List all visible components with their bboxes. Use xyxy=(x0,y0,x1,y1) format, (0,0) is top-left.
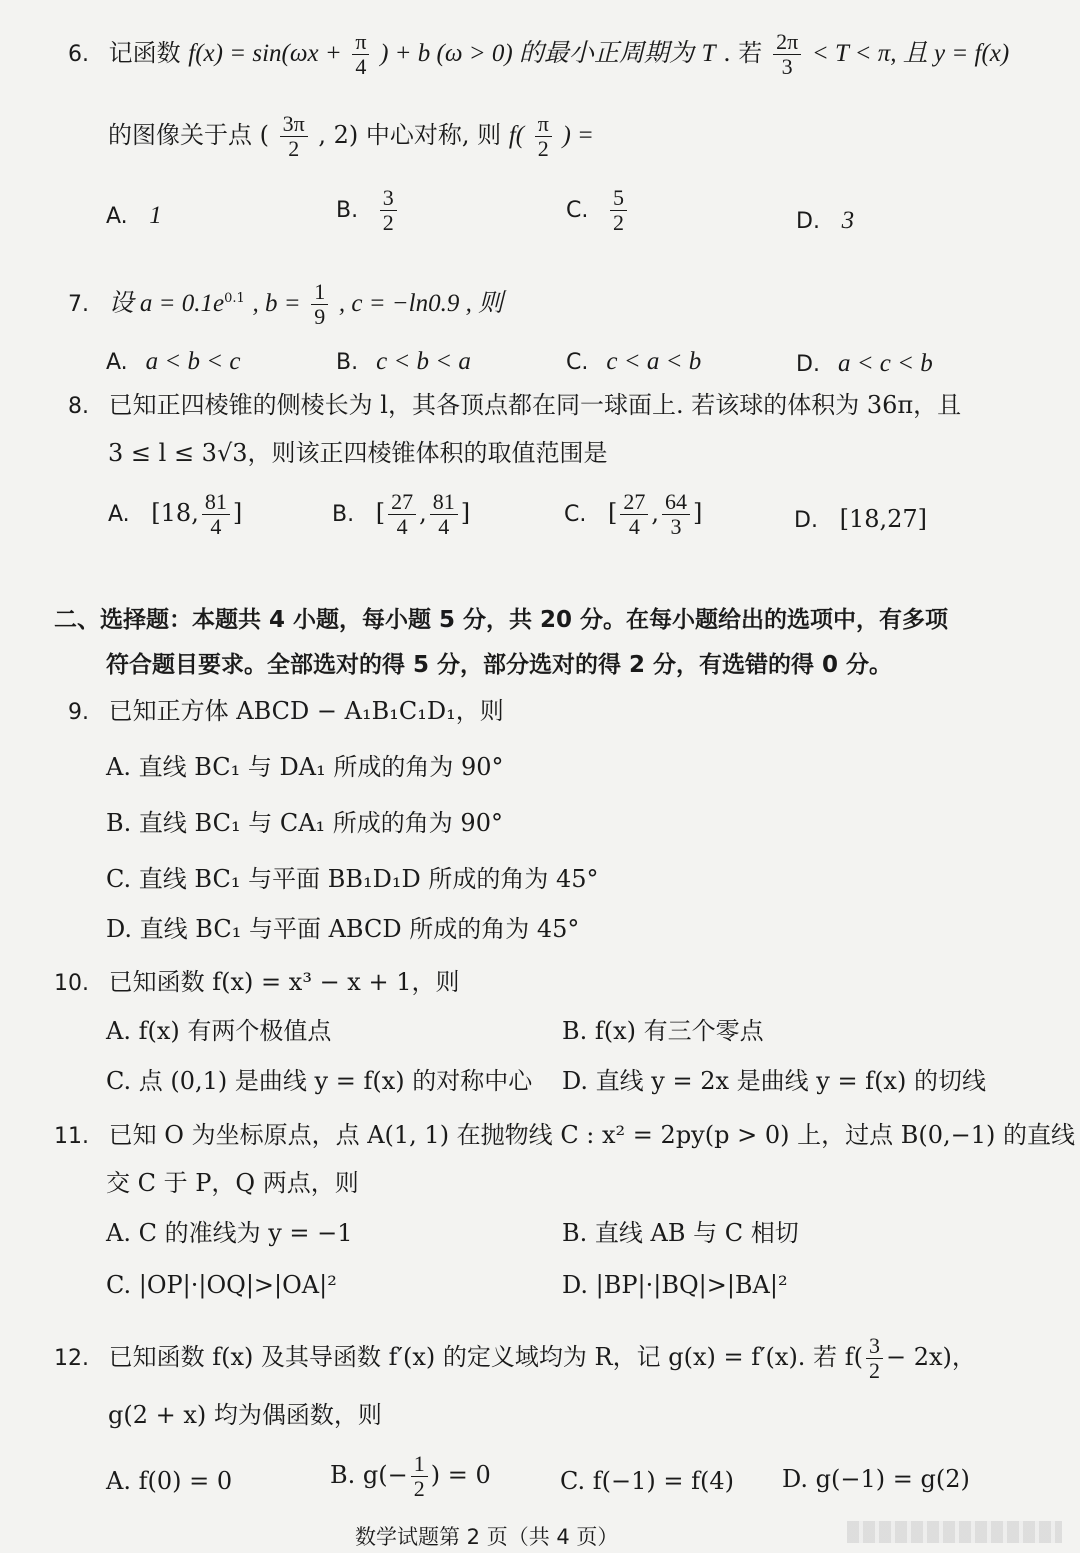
q8-option-a xyxy=(108,490,242,539)
q10-option-b: B. f(x) 有三个零点 xyxy=(562,1017,764,1045)
q6-option-c xyxy=(566,186,630,235)
q7-option-d xyxy=(796,348,933,380)
frac-den: 9 xyxy=(314,304,326,329)
q6-frac-3pi2 xyxy=(280,112,308,161)
frac-den: 2 xyxy=(382,210,394,235)
option-label: B. xyxy=(332,502,355,527)
option-text: [ xyxy=(375,499,386,527)
option-frac xyxy=(380,186,397,235)
option-frac xyxy=(620,490,648,539)
frac-num: π xyxy=(535,112,552,137)
frac-den: 2 xyxy=(868,1358,880,1383)
q6-line2-d: ) = xyxy=(562,122,594,149)
option-frac xyxy=(430,490,458,539)
q8-option-b xyxy=(332,490,470,539)
frac-num: 3 xyxy=(380,186,397,211)
frac-num: 1 xyxy=(311,280,328,305)
option-text: ] xyxy=(460,499,471,527)
option-frac xyxy=(662,490,690,539)
q11-option-d: D. |BP|·|BQ|>|BA|² xyxy=(562,1271,788,1299)
q7-number: 7. xyxy=(68,292,89,317)
q8-line2 xyxy=(108,438,608,468)
frac-num: 27 xyxy=(388,490,416,515)
q6-line2-a: 的图像关于点 ( xyxy=(108,121,269,149)
q11-option-c: C. |OP|·|OQ|>|OA|² xyxy=(106,1271,337,1299)
q9-option-d: D. 直线 BC₁ 与平面 ABCD 所成的角为 45° xyxy=(106,915,580,943)
q8-option-c xyxy=(564,490,702,539)
q11-line2: 交 C 于 P，Q 两点，则 xyxy=(106,1169,359,1197)
q9-option-c: C. 直线 BC₁ 与平面 BB₁D₁D 所成的角为 45° xyxy=(106,865,599,893)
q10-option-d: D. 直线 y = 2x 是曲线 y = f(x) 的切线 xyxy=(562,1067,986,1095)
q6-option-d xyxy=(796,205,854,237)
option-frac xyxy=(202,490,230,539)
q9-option-b: B. 直线 BC₁ 与 CA₁ 所成的角为 90° xyxy=(106,809,503,837)
option-text: , xyxy=(419,499,427,527)
q12-option-b xyxy=(330,1452,491,1501)
option-value: c < b < a xyxy=(376,348,471,375)
frac-num: 27 xyxy=(620,490,648,515)
frac-num: 81 xyxy=(202,490,230,515)
q6-line2-b: , 2) 中心对称, 则 xyxy=(318,121,502,149)
option-text: [ xyxy=(608,499,618,527)
q7-frac xyxy=(311,280,328,329)
frac-num: π xyxy=(352,30,369,55)
q12-text-b: − 2x)， xyxy=(885,1343,976,1371)
option-text: [18, xyxy=(151,499,199,527)
q6-frac-2pi3 xyxy=(773,30,801,79)
option-text: B. g(− xyxy=(330,1461,408,1489)
q7-text-a: 设 a = 0.1e xyxy=(108,290,225,317)
q8-line1 xyxy=(68,390,961,422)
q12-line1 xyxy=(54,1334,976,1383)
q6-line2-c: f( xyxy=(508,122,525,149)
q9-text: 已知正方体 ABCD − A₁B₁C₁D₁，则 xyxy=(108,697,504,725)
option-text: [18,27] xyxy=(839,505,928,533)
frac-den: 2 xyxy=(613,210,624,235)
option-label: C. xyxy=(566,350,589,375)
frac-den: 4 xyxy=(628,514,640,539)
frac-den: 3 xyxy=(781,54,793,79)
frac-num: 81 xyxy=(430,490,458,515)
option-text: ] xyxy=(693,499,703,527)
option-label: A. xyxy=(108,502,130,527)
q7-option-a xyxy=(106,346,241,378)
q6-text-a: 记函数 xyxy=(108,39,181,67)
q6-text-c: . 若 xyxy=(723,39,763,67)
q6-option-b xyxy=(336,186,400,235)
option-frac xyxy=(411,1452,428,1501)
option-frac xyxy=(388,490,416,539)
q12-text-a: 已知函数 f(x) 及其导函数 f′(x) 的定义域均为 R，记 g(x) = f′(x). 若 f( xyxy=(108,1343,863,1371)
q12-frac xyxy=(866,1334,883,1383)
q6-frac-pi2 xyxy=(535,112,552,161)
q10-text: 已知函数 f(x) = x³ − x + 1，则 xyxy=(108,968,460,996)
frac-num: 64 xyxy=(662,490,690,515)
q7-stem xyxy=(68,280,503,329)
option-text: , xyxy=(651,499,660,527)
q11-line1 xyxy=(54,1120,1075,1152)
option-frac xyxy=(610,186,627,235)
frac-den: 2 xyxy=(413,1476,425,1501)
frac-num: 3 xyxy=(866,1334,883,1359)
section-2-heading-2: 符合题目要求。全部选对的得 5 分，部分选对的得 2 分，有选错的得 0 分。 xyxy=(106,652,893,678)
q6-number: 6. xyxy=(68,42,89,67)
frac-num: 2π xyxy=(773,30,801,55)
option-label: B. xyxy=(336,198,359,223)
option-label: A. xyxy=(106,350,128,375)
option-label: D. xyxy=(796,352,820,377)
q6-text-b: ) + b (ω > 0) 的最小正周期为 xyxy=(380,40,694,67)
frac-den: 3 xyxy=(670,514,682,539)
frac-den: 2 xyxy=(288,136,300,161)
option-label: A. xyxy=(106,204,128,229)
option-label: B. xyxy=(336,350,359,375)
q7-option-b xyxy=(336,346,471,378)
watermark-bar xyxy=(847,1521,1062,1543)
frac-den: 4 xyxy=(355,54,367,79)
q8-number: 8. xyxy=(68,394,89,419)
option-value: a < c < b xyxy=(837,350,933,377)
q12-option-a: A. f(0) = 0 xyxy=(106,1467,233,1495)
option-text: ] xyxy=(232,499,243,527)
page-footer: 数学试题第 2 页（共 4 页） xyxy=(355,1525,619,1549)
option-label: D. xyxy=(796,209,820,234)
q8-text-2: 3 ≤ l ≤ 3√3，则该正四棱锥体积的取值范围是 xyxy=(108,439,608,467)
q7-text-b: , b = xyxy=(252,290,301,317)
q10-number: 10. xyxy=(54,971,89,996)
q7-option-c xyxy=(566,346,701,378)
option-value: 1 xyxy=(149,202,162,229)
frac-num: 1 xyxy=(411,1452,428,1477)
option-text: ) = 0 xyxy=(430,1461,491,1489)
q6-T: T xyxy=(701,40,716,67)
frac-den: 4 xyxy=(438,514,450,539)
option-value: c < a < b xyxy=(606,348,702,375)
q11-option-b: B. 直线 AB 与 C 相切 xyxy=(562,1219,799,1247)
q11-option-a: A. C 的准线为 y = −1 xyxy=(106,1219,353,1247)
q8-text: 已知正四棱锥的侧棱长为 l，其各顶点都在同一球面上. 若该球的体积为 36π，且 xyxy=(108,391,962,419)
frac-den: 4 xyxy=(210,514,222,539)
q12-number: 12. xyxy=(54,1346,89,1371)
q8-option-d xyxy=(794,504,927,536)
frac-num: 3π xyxy=(280,112,308,137)
option-value: 3 xyxy=(841,207,855,234)
q6-line1 xyxy=(68,30,1009,79)
q10-option-a: A. f(x) 有两个极值点 xyxy=(106,1017,332,1045)
option-label: D. xyxy=(794,508,818,533)
q12-option-d: D. g(−1) = g(2) xyxy=(782,1465,970,1493)
frac-num: 5 xyxy=(610,186,627,211)
frac-den: 2 xyxy=(537,136,549,161)
q6-line2 xyxy=(108,112,594,161)
q10-stem xyxy=(54,967,459,999)
option-label: C. xyxy=(566,198,589,223)
q7-text-c: , c = −ln0.9 , 则 xyxy=(338,290,504,317)
q11-text: 已知 O 为坐标原点，点 A(1, 1) 在抛物线 C : x² = 2py(p > 0) 上，过点 B(0,−1) 的直线 xyxy=(108,1121,1075,1149)
q11-number: 11. xyxy=(54,1124,89,1149)
option-value: a < b < c xyxy=(145,348,241,375)
q10-option-c: C. 点 (0,1) 是曲线 y = f(x) 的对称中心 xyxy=(106,1067,533,1095)
q6-option-a xyxy=(106,200,162,232)
q6-frac-pi4 xyxy=(352,30,369,79)
q9-option-a: A. 直线 BC₁ 与 DA₁ 所成的角为 90° xyxy=(106,753,504,781)
q12-line2: g(2 + x) 均为偶函数，则 xyxy=(108,1401,382,1429)
q7-sup: 0.1 xyxy=(224,291,245,306)
frac-den: 4 xyxy=(396,514,408,539)
q6-text-d: < T < π, 且 y = f(x) xyxy=(811,40,1010,67)
option-label: C. xyxy=(564,502,587,527)
q9-number: 9. xyxy=(68,700,89,725)
q9-stem xyxy=(68,696,504,728)
q6-func: f(x) = sin(ωx + xyxy=(188,40,342,67)
section-2-heading: 二、选择题：本题共 4 小题，每小题 5 分，共 20 分。在每小题给出的选项中，有多项 xyxy=(54,607,949,633)
q12-option-c: C. f(−1) = f(4) xyxy=(560,1467,734,1495)
